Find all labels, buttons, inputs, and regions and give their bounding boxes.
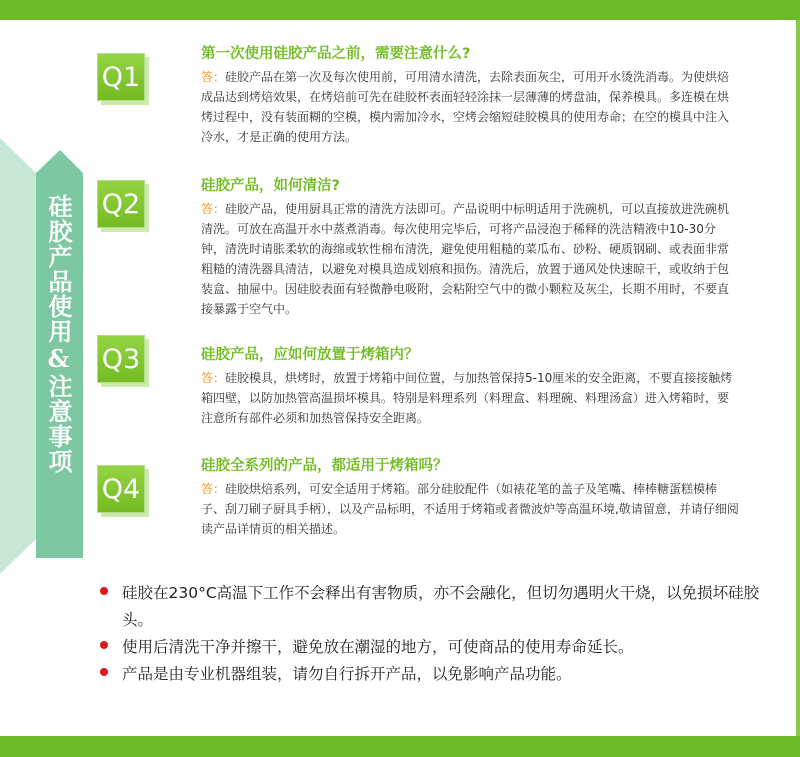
q2-answer-text: 硅胶产品，使用厨具正常的清洗方法即可。产品说明中标明适用于洗碗机，可以直接放进洗碗机清洗。可放在高温开水中蒸煮消毒。每次使用完毕后，可将产品浸泡于稀释的洗洁精液中10-30分钟，清洗时请胀柔软的海绵或软性棉布清洗，避免使用粗糙的菜瓜布、砂粉、硬质钢刷、或表面非常粗糙的清洗器具清洁，以避免对模具造成划痕和损伤。清洗后，放置于通风处快速晾干，或收纳于包装盒、抽屉中。因硅胶表面有轻微静电吸附，会粘附空气中的微小颗粒及灰尘，长期不用时，不要直接暴露于空气中。	[201, 202, 730, 316]
q1-answer	[201, 67, 739, 147]
q3-badge: Q3	[97, 335, 145, 383]
red-bullet-icon	[100, 641, 108, 649]
bottom-green-bar	[0, 736, 800, 757]
note-item	[100, 661, 760, 688]
q4-answer-label: 答：	[201, 482, 226, 496]
q1-badge: Q1	[97, 53, 145, 101]
q2-question: 硅胶产品，如何清洁?	[201, 178, 340, 194]
note-item	[100, 580, 760, 634]
red-bullet-icon	[100, 668, 108, 676]
q3-question: 硅胶产品，应如何放置于烤箱内？	[201, 347, 419, 363]
side-title: 硅胶产品使用&注意事项	[44, 194, 73, 474]
note-item	[100, 634, 760, 661]
q1-answer-text: 硅胶产品在第一次及每次使用前，可用清水清洗，去除表面灰尘，可用开水烫洗消毒。为使烘焙成品达到烤焙效果，在烤焙前可先在硅胶杯表面轻轻涂抹一层薄薄的烤盘油，保养模具。多连模在烘烤过程中，没有装面糊的空模，模内需加冷水，空烤会缩短硅胶模具的使用寿命；在空的模具中注入冷水，才是正确的使用方法。	[201, 70, 730, 144]
q2-answer-label: 答：	[201, 202, 226, 216]
q3-answer	[201, 368, 739, 428]
top-green-bar	[0, 0, 800, 20]
q4-badge: Q4	[97, 465, 145, 513]
note-text: 产品是由专业机器组装，请勿自行拆开产品，以免影响产品功能。	[122, 665, 572, 683]
q1-question: 第一次使用硅胶产品之前，需要注意什么?	[201, 46, 471, 62]
notes-list	[100, 580, 760, 688]
note-text: 使用后清洗干净并擦干，避免放在潮湿的地方，可使商品的使用寿命延长。	[122, 638, 634, 656]
q4-question: 硅胶全系列的产品，都适用于烤箱吗？	[201, 458, 448, 474]
q3-answer-text: 硅胶模具，烘烤时，放置于烤箱中间位置，与加热管保持5-10厘米的安全距离，不要直接接触烤箱四壁，以防加热管高温损坏模具。特别是料理系列（料理盒、料理碗、料理汤盒）进入烤箱时，要注意所有部件必须和加热管保持安全距离。	[201, 371, 733, 425]
q4-answer	[201, 479, 739, 539]
note-text: 硅胶在230°C高温下工作不会释出有害物质，亦不会融化，但切勿遇明火干烧，以免损坏硅胶头。	[122, 584, 760, 629]
q2-badge: Q2	[97, 180, 145, 228]
red-bullet-icon	[100, 587, 108, 595]
q2-answer	[201, 199, 739, 319]
q4-answer-text: 硅胶烘焙系列，可安全适用于烤箱。部分硅胶配件（如裱花笔的盖子及笔嘴、棒棒糖蛋糕模棒子、刮刀刷子厨具手柄），以及产品标明，不适用于烤箱或者微波炉等高温环境,敬请留意，并请仔细阅读产品详情页的相关描述。	[201, 482, 739, 536]
q3-answer-label: 答：	[201, 371, 226, 385]
q1-answer-label: 答：	[201, 70, 226, 84]
